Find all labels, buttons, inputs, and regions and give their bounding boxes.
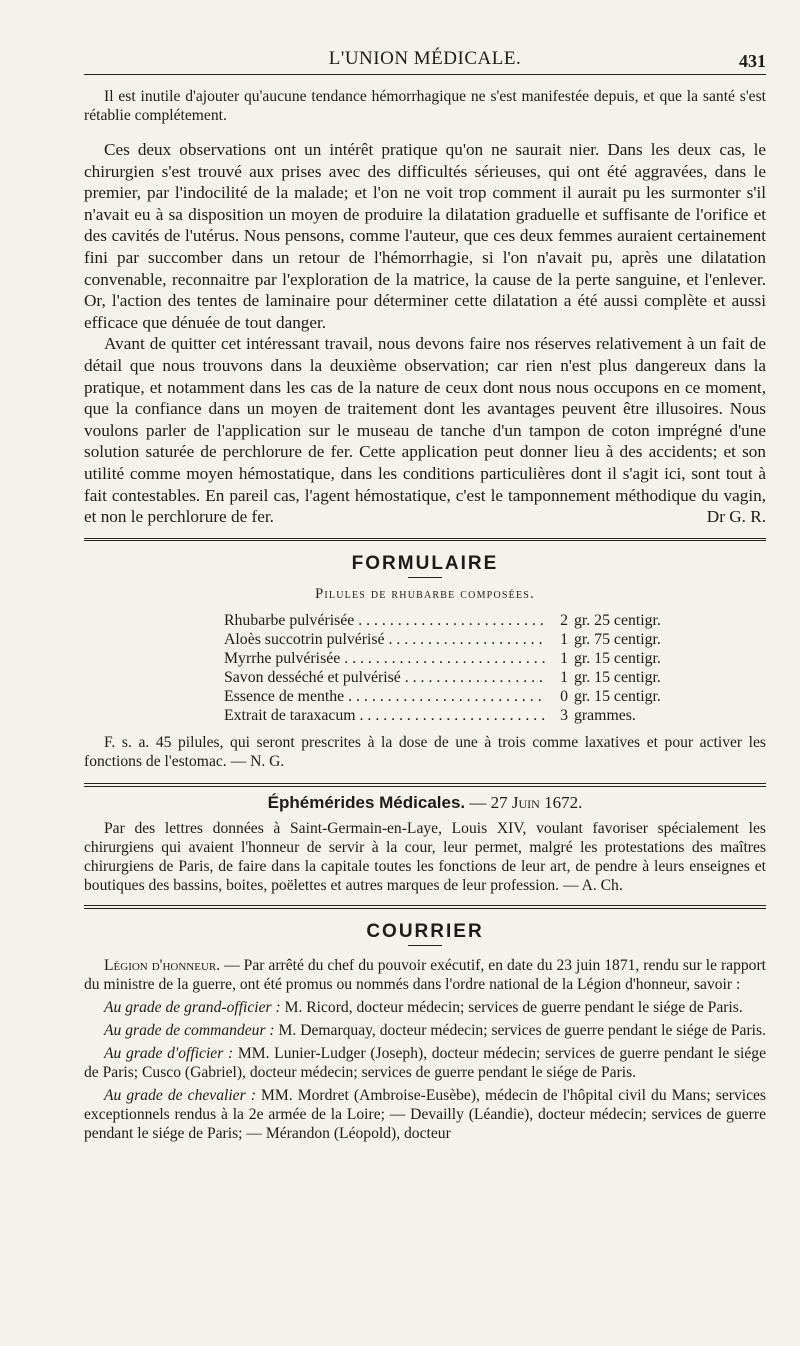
- section-rule-ephemerides: [84, 783, 766, 787]
- section-rule-formulaire: [84, 538, 766, 541]
- courrier-entry: [84, 1086, 766, 1143]
- courrier-entry: [84, 998, 766, 1017]
- ingredient-amount: 0: [560, 687, 568, 705]
- courrier-grade: Au grade d'officier :: [104, 1044, 234, 1062]
- ingredient-name: Savon desséché et pulvérisé . . .: [224, 668, 546, 687]
- ingredient-name: Myrrhe pulvérisée . . .: [224, 649, 546, 668]
- recipe-row: [224, 630, 664, 649]
- ingredient-unit: gr. 25 centigr.: [574, 611, 661, 629]
- courrier-title-rule: [408, 945, 442, 946]
- recipe-row: [224, 649, 664, 668]
- review-paragraph-2: [84, 333, 766, 527]
- ingredient-amount: 1: [560, 668, 568, 686]
- ingredient-unit: gr. 15 centigr.: [574, 649, 661, 667]
- header-rule: [84, 74, 766, 75]
- ingredient-amount: 3: [560, 706, 568, 724]
- courrier-grade: Au grade de commandeur :: [104, 1021, 275, 1039]
- ephemerides-text: Par des lettres données à Saint-Germain-en-Laye, Louis XIV, voulant favoriser spécialement les chirurgiens qui avaient l'honneur de servir à la cour, leur permet, malgré les protestations des maîtres chirurgiens de Paris, de faire dans la capitale toutes les fonctions de leur art, de pendre à leurs enseignes et boutiques des bassins, boites, poëlettes et autres marques de leur profession. — A. Ch.: [84, 819, 766, 894]
- journal-title: L'UNION MÉDICALE.: [328, 48, 522, 69]
- formulaire-title-rule: [408, 577, 442, 578]
- ingredient-name: Aloès succotrin pulvérisé . . .: [224, 630, 546, 649]
- intro-note: Il est inutile d'ajouter qu'aucune tendance hémorrhagique ne s'est manifestée depuis, et que la santé s'est rétablie complétement.: [84, 88, 766, 124]
- ingredient-name: Extrait de taraxacum . . .: [224, 706, 546, 725]
- ingredient-unit: gr. 15 centigr.: [574, 668, 661, 686]
- courrier-entry: [84, 1021, 766, 1040]
- formulaire-instructions: F. s. a. 45 pilules, qui seront prescrites à la dose de une à trois comme laxatives et pour activer les fonctions de l'estomac. — N. G.: [84, 733, 766, 770]
- ephemerides-heading: [84, 793, 766, 813]
- ingredient-unit: gr. 75 centigr.: [574, 630, 661, 648]
- courrier-lead: [84, 956, 766, 994]
- recipe-row: [224, 668, 664, 687]
- ephemerides-month: Juin: [511, 792, 540, 812]
- recipe-row: [224, 687, 664, 706]
- running-head: [84, 40, 766, 74]
- review-signature: Dr G. R.: [706, 507, 766, 527]
- recipe-row: [224, 706, 664, 725]
- ephemerides-year: 1672.: [544, 792, 583, 812]
- ephemerides-title: Éphémérides Médicales.: [267, 792, 466, 812]
- journal-page: [84, 40, 766, 1147]
- review-paragraph-1: Ces deux observations ont un intérêt pratique qu'on ne saurait nier. Dans les deux cas, le chirurgien s'est trouvé aux prises avec des difficultés sérieuses, qui ont été aggravées, dans le premier, par l'indocilité de la malade; et l'on ne voit trop comment il aurait pu les surmonter s'il n'avait eu à sa disposition un moyen de produire la dilatation graduelle et suffisante de l'orifice et des cavités de l'utérus. Nous pensons, comme l'auteur, que ces deux femmes auraient certainement fini par succomber dans un retour de l'hémorrhagie, si l'on n'avait pu, après une dilatation convenable, reconnaitre par l'exploration de la matrice, la cause de la perte sanguine, et l'enlever. Or, l'action des tentes de laminaire pour déterminer cette dilatation a été aussi complète et aussi efficace que dénuée de tout danger.: [84, 140, 766, 332]
- ingredient-amount: 1: [560, 649, 568, 667]
- ephemerides-date-prefix: — 27: [469, 792, 508, 812]
- courrier-lead-label: Légion d'honneur.: [104, 956, 221, 974]
- courrier-entry-text: MM. Lunier-Ludger (Joseph), docteur médecin; services de guerre pendant le siége de Paris; Cusco (Gabriel), docteur médecin; services de guerre pendant le siége de Paris.: [84, 1044, 766, 1081]
- courrier-entry-text: M. Ricord, docteur médecin; services de guerre pendant le siége de Paris.: [284, 998, 743, 1016]
- courrier-grade: Au grade de grand-officier :: [104, 998, 281, 1016]
- ingredient-unit: grammes.: [574, 706, 636, 724]
- ingredient-name: Rhubarbe pulvérisée . . .: [224, 611, 546, 630]
- review-paragraph-2-text: Avant de quitter cet intéressant travail, nous devons faire nos réserves relativement à un fait de détail que nous trouvons dans la deuxième observation; car rien n'est plus dangereux dans la pratique, et notamment dans les cas de la nature de ceux dont nous nous occupons en ce moment, que la confiance dans un moyen de traitement dont les avantages peuvent être illusoires. Nous voulons parler de l'application sur le museau de tanche d'un tampon de coton imprégné d'une solution saturée de perchlorure de fer. Cette application peut donner lieu à des accidents; et son utilité comme moyen hémostatique, dans les conditions particulières dont il s'agit ici, sont tout à fait contestables. En pareil cas, l'agent hémostatique, c'est le tamponnement méthodique du vagin, et non le perchlorure de fer.: [84, 334, 766, 527]
- ingredient-amount: 2: [560, 611, 568, 629]
- recipe-row: [224, 611, 664, 630]
- courrier-grade: Au grade de chevalier :: [104, 1086, 256, 1104]
- page-number: 431: [739, 51, 766, 71]
- courrier-entry-text: M. Demarquay, docteur médecin; services de guerre pendant le siége de Paris.: [278, 1021, 766, 1039]
- section-rule-courrier: [84, 905, 766, 909]
- courrier-entry-text: MM. Mordret (Ambroise-Eusèbe), médecin de l'hôpital civil du Mans; services exceptionnels rendus à la 2e armée de la Loire; — Devailly (Léandie), docteur médecin; services de guerre pendant le siége de Paris; — Mérandon (Léopold), docteur: [84, 1086, 766, 1142]
- formulaire-subtitle: Pilules de rhubarbe composées.: [315, 585, 535, 602]
- formulaire-title: FORMULAIRE: [351, 552, 499, 574]
- ingredient-amount: 1: [560, 630, 568, 648]
- recipe-list: [224, 611, 664, 725]
- courrier-entry: [84, 1044, 766, 1082]
- courrier-lead-text: — Par arrêté du chef du pouvoir exécutif, en date du 23 juin 1871, rendu sur le rapport du ministre de la guerre, ont été promus ou nommés dans l'ordre national de la Légion d'honneur, savoir :: [84, 956, 766, 993]
- ingredient-unit: gr. 15 centigr.: [574, 687, 661, 705]
- courrier-title: COURRIER: [366, 920, 484, 942]
- ingredient-name: Essence de menthe . . .: [224, 687, 546, 706]
